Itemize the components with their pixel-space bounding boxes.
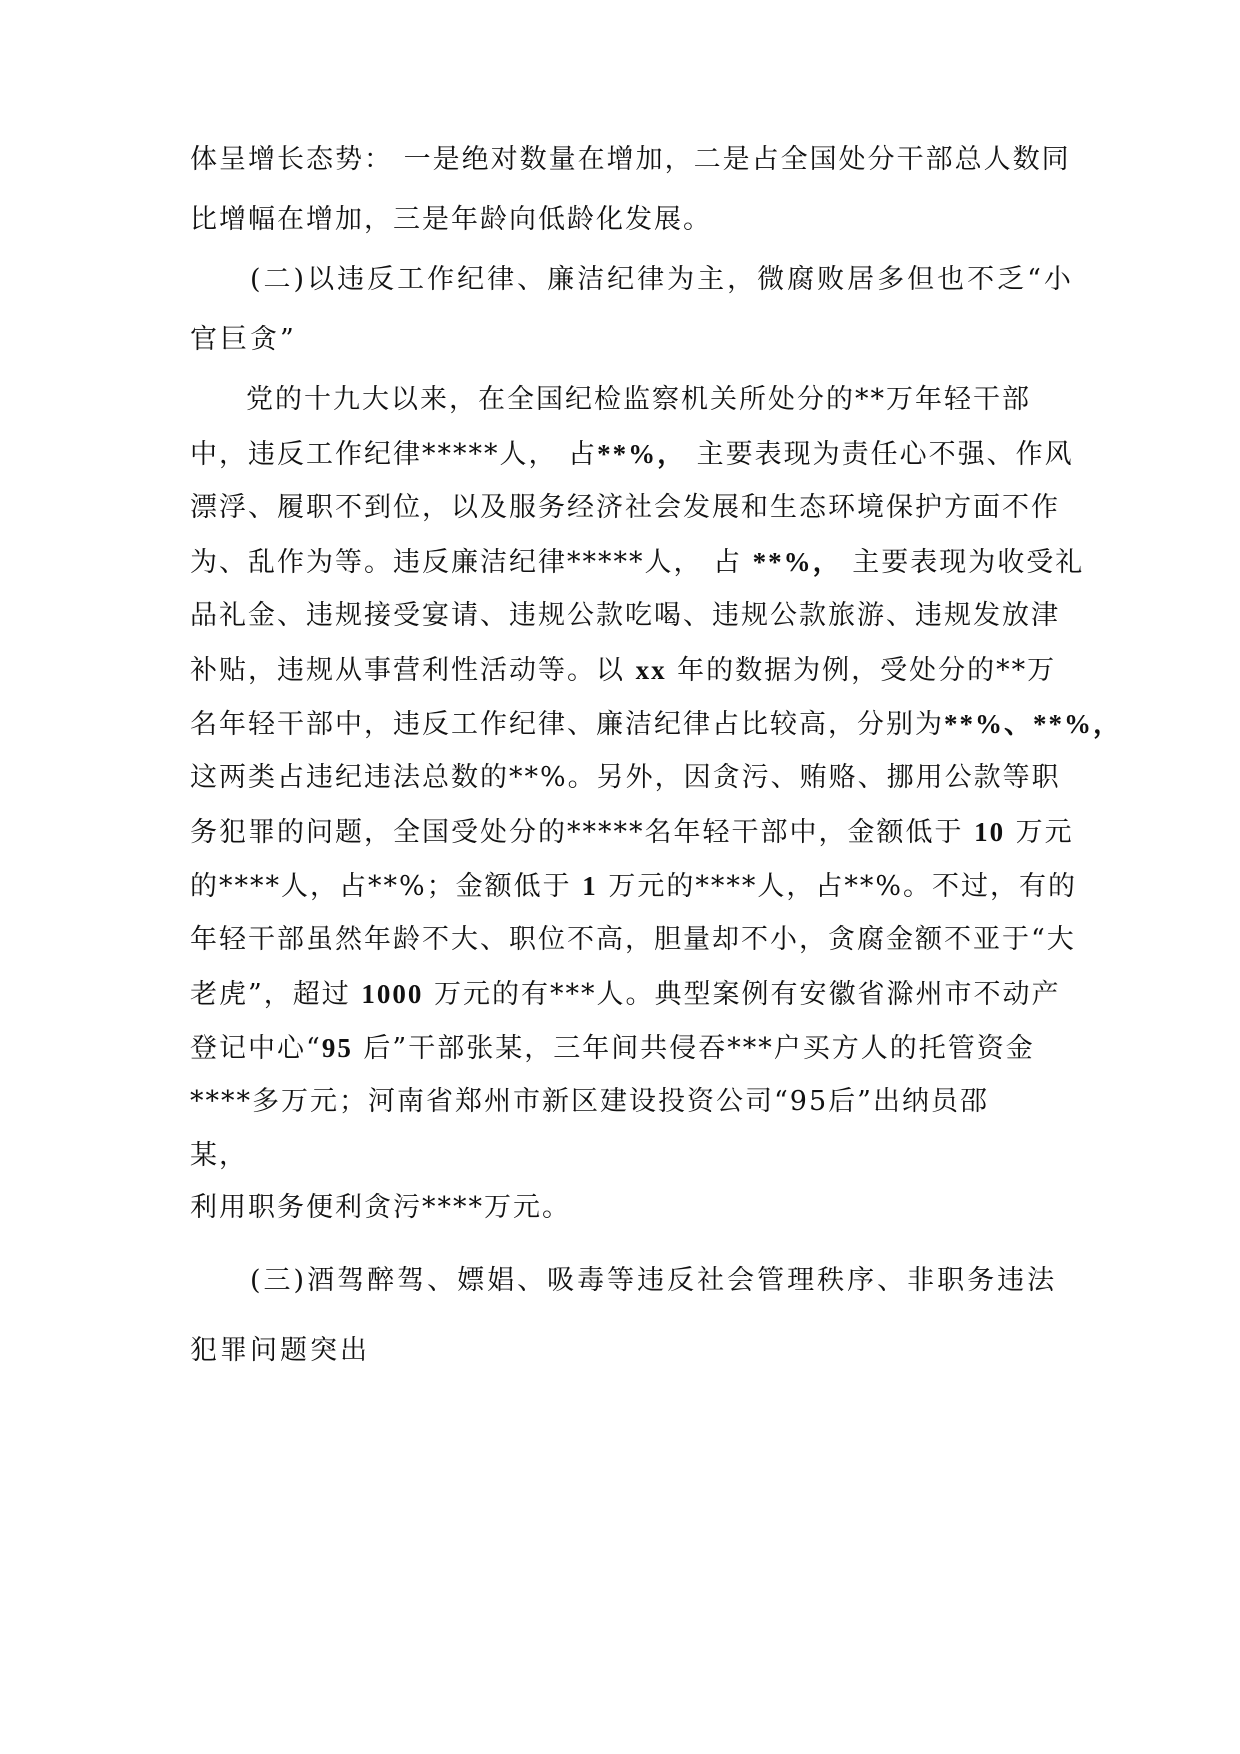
body-line-10-rest: 万元的****人，占**%。不过，有的 (597, 871, 1077, 902)
body-line-2-emphasis: **%， (597, 439, 687, 469)
body-line-12-emphasis: 1000 (361, 979, 424, 1009)
body-line-10-text: 的****人，占**%；金额低于 (190, 871, 583, 902)
body-line-7-emphasis: **%、**%， (944, 709, 1122, 739)
body-line-6-rest: 年的数据为例，受处分的**万 (666, 655, 1057, 686)
body-line-4 (190, 544, 1084, 581)
body-line-11: 年轻干部虽然年龄不大、职位不高，胆量却不小，贪腐金额不亚于“大 (190, 924, 1076, 955)
body-line-2-rest: 主要表现为责任心不强、作风 (686, 439, 1074, 470)
body-line-5: 品礼金、违规接受宴请、违规公款吃喝、违规公款旅游、违规发放津 (190, 600, 1060, 631)
body-line-10-emphasis: 1 (582, 871, 598, 901)
body-line-12-rest: 万元的有***人。典型案例有安徽省滁州市不动产 (423, 979, 1061, 1010)
body-line-4-rest: 主要表现为收受礼 (841, 547, 1085, 578)
section-3-heading-line-2: 犯罪问题突出 (190, 1335, 370, 1366)
intro-line-2: 比增幅在增加，三是年龄向低龄化发展。 (190, 204, 712, 235)
body-line-13 (190, 1030, 1035, 1067)
body-line-16: 利用职务便利贪污****万元。 (190, 1192, 571, 1223)
body-line-12-text: 老虎”，超过 (190, 979, 362, 1010)
body-line-1: 党的十九大以来，在全国纪检监察机关所处分的**万年轻干部 (246, 384, 1031, 415)
body-line-9 (190, 814, 1074, 851)
body-line-7-text: 名年轻干部中，违反工作纪律、廉洁纪律占比较高，分别为 (190, 709, 944, 740)
body-line-13-rest: 后”干部张某，三年间共侵吞***户买方人的托管资金 (352, 1033, 1035, 1064)
body-line-2-text: 中，违反工作纪律*****人， 占 (190, 439, 598, 470)
intro-line-1: 体呈增长态势： 一是绝对数量在增加，二是占全国处分干部总人数同 (190, 144, 1071, 175)
body-line-10 (190, 868, 1077, 905)
body-line-4-text: 为、乱作为等。违反廉洁纪律*****人， 占 (190, 547, 753, 578)
section-3-heading-line-1: (三)酒驾醉驾、嫖娼、吸毒等违反社会管理秩序、非职务违法 (250, 1265, 1058, 1296)
body-line-9-text: 务犯罪的问题，全国受处分的*****名年轻干部中，金额低于 (190, 817, 975, 848)
body-line-6 (190, 652, 1056, 689)
section-2-heading-line-1: (二)以违反工作纪律、廉洁纪律为主，微腐败居多但也不乏“小 (250, 264, 1074, 295)
body-line-13-emphasis: 95 (321, 1033, 353, 1063)
body-line-9-emphasis: 10 (974, 817, 1006, 847)
body-line-3: 漂浮、履职不到位，以及服务经济社会发展和生态环境保护方面不作 (190, 492, 1060, 523)
body-line-6-emphasis: xx (635, 655, 667, 685)
body-line-6-text: 补贴，违规从事营利性活动等。以 (190, 655, 636, 686)
body-line-2 (190, 436, 1074, 473)
body-line-15: 某， (190, 1140, 248, 1171)
body-line-7 (190, 706, 1122, 743)
body-line-9-rest: 万元 (1005, 817, 1074, 848)
section-2-heading-line-2: 官巨贪” (190, 324, 297, 355)
body-line-4-emphasis: **%， (752, 547, 842, 577)
body-line-12 (190, 976, 1060, 1013)
body-line-14: ****多万元；河南省郑州市新区建设投资公司“95后”出纳员邵 (190, 1086, 989, 1117)
body-line-8: 这两类占违纪违法总数的**%。另外，因贪污、贿赂、挪用公款等职 (190, 762, 1061, 793)
body-line-13-text: 登记中心“ (190, 1033, 322, 1064)
